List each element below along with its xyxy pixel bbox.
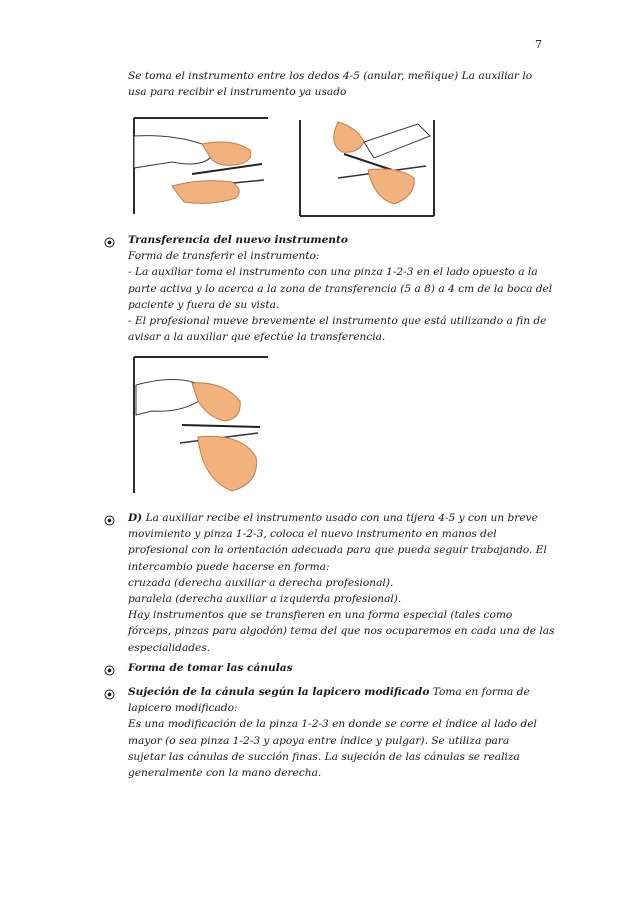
circled-dot-bullet-icon	[104, 661, 115, 672]
section-line: Hay instrumentos que se transfieren en una forma especial (tales como	[128, 609, 513, 622]
section-line: - El profesional mueve brevemente el instrumento que está utilizando a fin de	[128, 315, 547, 328]
section-line: paciente y fuera de su vista.	[128, 298, 280, 311]
section-line: movimiento y pinza 1-2-3, coloca el nuevo instrumento en manos del	[128, 528, 497, 541]
hand-transfer-drawing-1	[132, 116, 270, 216]
section-title: Forma de tomar las cánulas	[128, 662, 293, 674]
intro-paragraph	[128, 68, 548, 100]
section-title: Sujeción de la cánula según la lapicero modificado	[128, 686, 430, 698]
section-line: Toma en forma de	[429, 686, 530, 698]
section-label: D)	[128, 512, 143, 524]
section-line: La auxiliar recibe el instrumento usado con una tijera 4-5 y con un breve	[145, 512, 538, 524]
hand-transfer-illustration-3	[132, 355, 270, 495]
hand-transfer-illustration-1	[132, 116, 270, 216]
circled-dot-bullet-icon	[104, 685, 115, 696]
section-line: mayor (o sea pinza 1-2-3 y apoya entre índice y pulgar). Se utiliza para	[128, 734, 510, 747]
hand-transfer-illustration-2	[298, 118, 436, 218]
section-line: cruzada (derecha auxiliar a derecha profesional).	[128, 576, 394, 589]
section-line: parte activa y lo acerca a la zona de transferencia (5 a 8) a 4 cm de la boca del	[128, 282, 553, 295]
section-line: - La auxiliar toma el instrumento con una pinza 1-2-3 en el lado opuesto a la	[128, 266, 538, 279]
section-line: Es una modificación de la pinza 1-2-3 en donde se corre el índice al lado del	[128, 718, 537, 731]
intro-line-1: Se toma el instrumento entre los dedos 4-5 (anular, meñique) La auxiliar lo	[128, 70, 533, 82]
intro-line-2: usa para recibir el instrumento ya usado	[128, 86, 347, 99]
hand-transfer-drawing-2	[298, 118, 436, 218]
circled-dot-bullet-icon	[104, 233, 115, 244]
section-line: intercambio puede hacerse en forma:	[128, 560, 330, 573]
section-line: profesional con la orientación adecuada para que pueda seguir trabajando. El	[128, 544, 547, 557]
section-line: especialidades.	[128, 641, 211, 654]
section-title: Transferencia del nuevo instrumento	[128, 234, 348, 246]
circled-dot-bullet-icon	[104, 511, 115, 522]
section-line: fórceps, pinzas para algodón) tema del que nos ocuparemos en cada una de las	[128, 625, 555, 638]
section-line: paralela (derecha auxiliar a izquierda profesional).	[128, 593, 402, 606]
page-number: 7	[535, 38, 542, 51]
section-line: generalmente con la mano derecha.	[128, 767, 322, 780]
section-line: avisar a la auxiliar que efectúe la transferencia.	[128, 331, 386, 344]
section-line: sujetar las cánulas de succión finas. La sujeción de las cánulas se realiza	[128, 750, 520, 763]
hand-transfer-drawing-3	[132, 355, 270, 495]
section-line: lapicero modificado:	[128, 702, 238, 715]
section-line: Forma de transferir el instrumento:	[128, 250, 320, 263]
